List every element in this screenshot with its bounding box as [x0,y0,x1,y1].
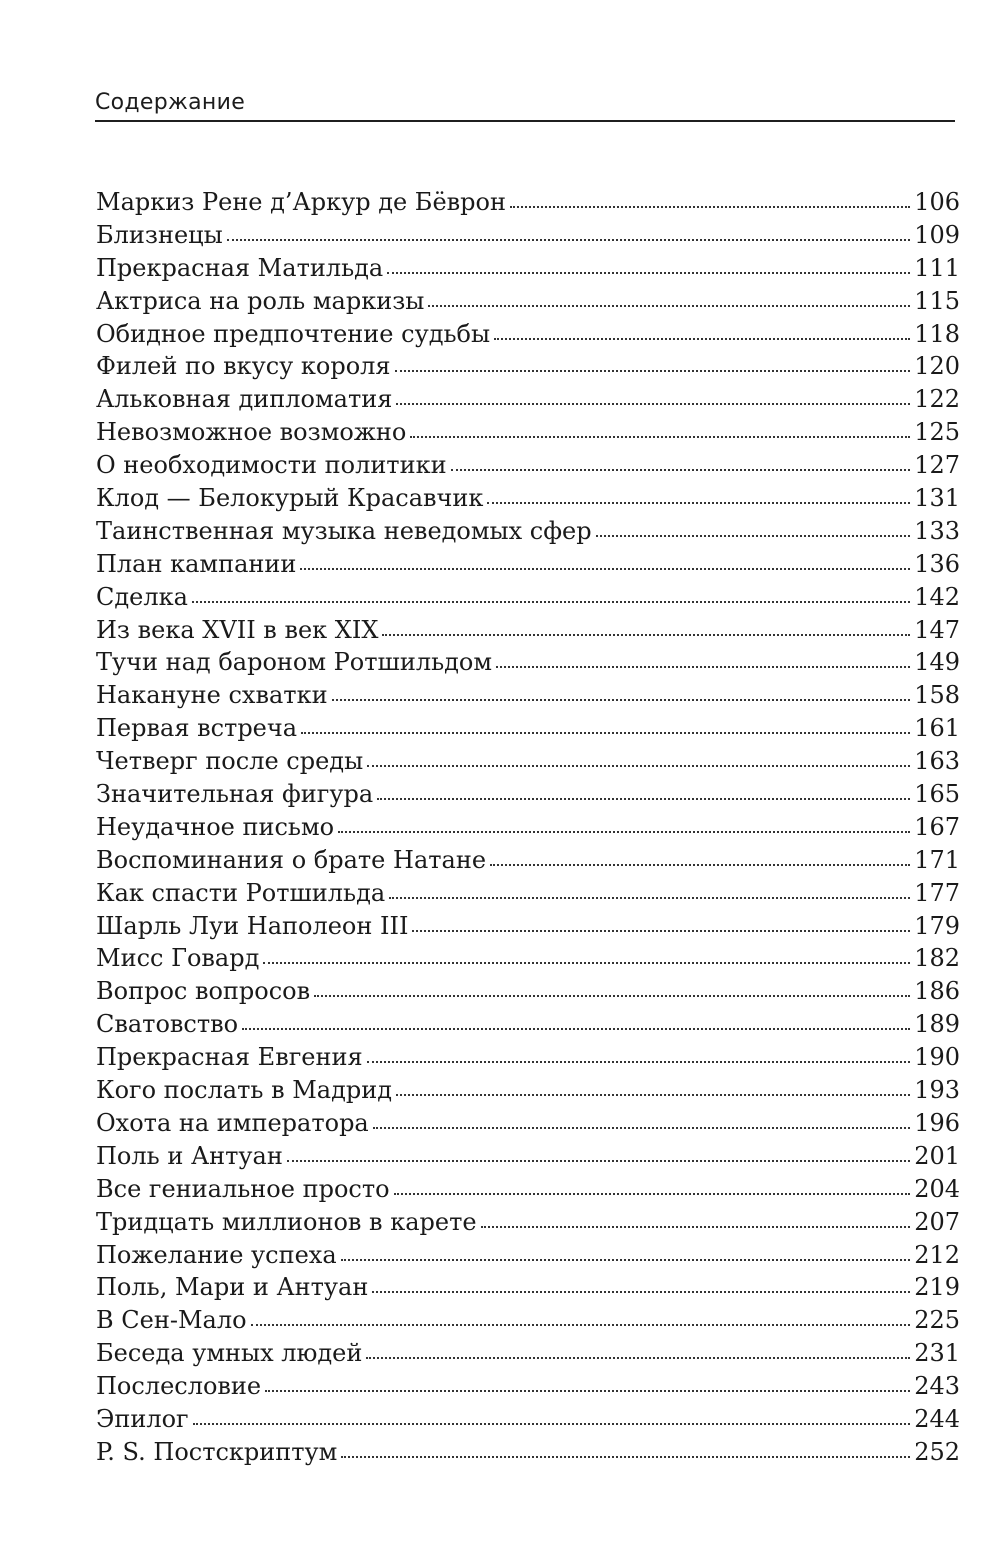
toc-entry-title: Первая встреча [96,714,298,743]
toc-entry [96,449,960,482]
toc-entry-title: Клод — Белокурый Красавчик [96,484,484,513]
toc-entry-title: Беседа умных людей [96,1339,363,1368]
toc-entry-page-number: 204 [914,1174,960,1203]
toc-dot-leader [366,1349,910,1359]
toc-entry-title: План кампании [96,549,297,578]
toc-entry-title: Мисс Говард [96,944,260,973]
running-header [95,86,955,122]
toc-entry-page-number: 149 [914,648,960,677]
toc-entry-page-number: 127 [914,451,960,480]
toc-entry [96,975,960,1008]
toc-dot-leader [481,1218,911,1228]
toc-entry [96,416,960,449]
toc-entry [96,285,960,318]
toc-entry-page-number: 207 [914,1207,960,1236]
toc-dot-leader [396,1086,910,1096]
toc-dot-leader [372,1283,910,1293]
toc-entry [96,745,960,778]
toc-entry-title: Поль и Антуан [96,1141,283,1170]
toc-entry-page-number: 125 [914,418,960,447]
toc-dot-leader [367,757,910,767]
toc-entry-page-number: 163 [914,747,960,776]
toc-entry [96,778,960,811]
toc-entry-page-number: 158 [914,681,960,710]
toc-entry [96,515,960,548]
toc-entry-title: О необходимости политики [96,451,447,480]
toc-entry [96,844,960,877]
toc-entry-title: Таинственная музыка неведомых сфер [96,516,592,545]
toc-entry-title: Альковная дипломатия [96,385,393,414]
toc-entry [96,1008,960,1041]
toc-dot-leader [332,691,911,701]
toc-entry-title: Сделка [96,582,188,611]
toc-entry-title: Неудачное письмо [96,812,335,841]
toc-dot-leader [300,560,910,570]
toc-dot-leader [395,362,911,372]
toc-entry-title: Пожелание успеха [96,1240,337,1269]
toc-dot-leader [287,1152,910,1162]
toc-entry-page-number: 225 [914,1306,960,1335]
toc-dot-leader [394,1185,911,1195]
toc-entry-page-number: 120 [914,352,960,381]
toc-dot-leader [193,1415,911,1425]
toc-dot-leader [338,823,910,833]
toc-entry-page-number: 212 [914,1240,960,1269]
toc-dot-leader [265,1382,910,1392]
toc-entry-page-number: 177 [914,878,960,907]
toc-entry [96,1337,960,1370]
toc-dot-leader [412,922,910,932]
toc-entry-title: Невозможное возможно [96,418,407,447]
toc-entry-title: Шарль Луи Наполеон III [96,911,409,940]
toc-entry [96,1370,960,1403]
toc-dot-leader [227,231,910,241]
toc-entry-page-number: 190 [914,1043,960,1072]
toc-entry-page-number: 122 [914,385,960,414]
toc-dot-leader [251,1316,911,1326]
toc-entry [96,1403,960,1436]
table-of-contents [96,186,960,1469]
toc-entry-page-number: 167 [914,812,960,841]
toc-entry [96,1271,960,1304]
toc-entry-page-number: 131 [914,484,960,513]
toc-entry [96,383,960,416]
toc-entry [96,811,960,844]
toc-entry-page-number: 179 [914,911,960,940]
toc-dot-leader [410,428,910,438]
toc-entry [96,219,960,252]
toc-entry [96,910,960,943]
toc-entry-title: Прекрасная Матильда [96,253,384,282]
toc-dot-leader [301,724,910,734]
toc-entry [96,942,960,975]
toc-dot-leader [510,198,910,208]
toc-entry-page-number: 252 [914,1437,960,1466]
toc-entry [96,1107,960,1140]
toc-entry [96,614,960,647]
toc-dot-leader [377,790,910,800]
toc-entry-title: Воспоминания о брате Натане [96,845,487,874]
toc-dot-leader [387,264,910,274]
toc-dot-leader [382,626,910,636]
toc-entry-page-number: 196 [914,1108,960,1137]
toc-entry-page-number: 133 [914,516,960,545]
toc-entry-title: Маркиз Рене д’Аркур де Бёврон [96,188,506,216]
toc-entry-page-number: 182 [914,944,960,973]
toc-dot-leader [487,494,910,504]
toc-dot-leader [428,297,910,307]
toc-entry-page-number: 111 [914,253,960,282]
toc-dot-leader [496,658,910,668]
toc-dot-leader [596,527,911,537]
toc-entry [96,1140,960,1173]
toc-entry-title: Кого послать в Мадрид [96,1076,393,1105]
running-header-title: Содержание [95,90,246,115]
toc-entry-title: Эпилог [96,1404,189,1433]
toc-entry-page-number: 147 [914,615,960,644]
toc-entry [96,1436,960,1469]
toc-entry [96,482,960,515]
toc-dot-leader [242,1020,910,1030]
toc-dot-leader [494,330,910,340]
toc-entry-page-number: 243 [914,1372,960,1401]
toc-dot-leader [389,889,910,899]
toc-dot-leader [341,1251,911,1261]
toc-dot-leader [490,856,910,866]
toc-entry-page-number: 109 [914,220,960,249]
toc-entry [96,1041,960,1074]
toc-entry [96,1074,960,1107]
toc-entry-title: В Сен-Мало [96,1306,247,1335]
toc-entry-title: Тридцать миллионов в карете [96,1207,477,1236]
toc-entry [96,581,960,614]
toc-dot-leader [451,461,911,471]
toc-entry-title: Близнецы [96,220,223,249]
toc-entry-page-number: 189 [914,1010,960,1039]
toc-dot-leader [314,987,910,997]
toc-entry [96,252,960,285]
toc-entry [96,877,960,910]
toc-dot-leader [367,1053,911,1063]
toc-entry-page-number: 219 [914,1273,960,1302]
toc-entry-page-number: 142 [914,582,960,611]
toc-entry [96,350,960,383]
toc-entry-page-number: 106 [914,188,960,216]
toc-entry [96,1239,960,1272]
toc-entry-title: Сватовство [96,1010,239,1039]
toc-entry-page-number: 165 [914,780,960,809]
toc-entry-page-number: 161 [914,714,960,743]
toc-dot-leader [373,1119,910,1129]
toc-entry [96,186,960,219]
toc-dot-leader [192,593,910,603]
toc-entry-page-number: 171 [914,845,960,874]
toc-entry [96,679,960,712]
toc-entry-title: Актриса на роль маркизы [96,286,425,315]
toc-entry [96,712,960,745]
toc-entry-title: Охота на императора [96,1108,369,1137]
toc-dot-leader [396,395,910,405]
toc-entry-title: Послесловие [96,1372,262,1401]
toc-entry-page-number: 201 [914,1141,960,1170]
toc-entry-page-number: 193 [914,1076,960,1105]
toc-entry [96,1173,960,1206]
toc-entry [96,646,960,679]
toc-entry [96,548,960,581]
toc-dot-leader [341,1448,910,1458]
toc-entry-page-number: 136 [914,549,960,578]
toc-entry-title: Филей по вкусу короля [96,352,391,381]
toc-entry [96,318,960,351]
toc-entry-title: Тучи над бароном Ротшильдом [96,648,493,677]
toc-entry-title: Накануне схватки [96,681,328,710]
toc-entry-title: P. S. Постскриптум [96,1437,338,1466]
toc-entry [96,1206,960,1239]
toc-entry [96,1304,960,1337]
toc-entry-title: Все гениальное просто [96,1174,390,1203]
toc-entry-title: Значительная фигура [96,780,374,809]
toc-entry-page-number: 115 [914,286,960,315]
toc-entry-title: Поль, Мари и Антуан [96,1273,369,1302]
toc-entry-title: Четверг после среды [96,747,364,776]
toc-entry-title: Как спасти Ротшильда [96,878,386,907]
toc-entry-page-number: 118 [914,319,960,348]
toc-entry-page-number: 186 [914,977,960,1006]
toc-entry-title: Вопрос вопросов [96,977,311,1006]
toc-entry-page-number: 231 [914,1339,960,1368]
toc-entry-page-number: 244 [914,1404,960,1433]
toc-entry-title: Прекрасная Евгения [96,1043,363,1072]
toc-entry-title: Из века XVII в век XIX [96,615,379,644]
toc-entry-title: Обидное предпочтение судьбы [96,319,491,348]
toc-dot-leader [263,954,910,964]
